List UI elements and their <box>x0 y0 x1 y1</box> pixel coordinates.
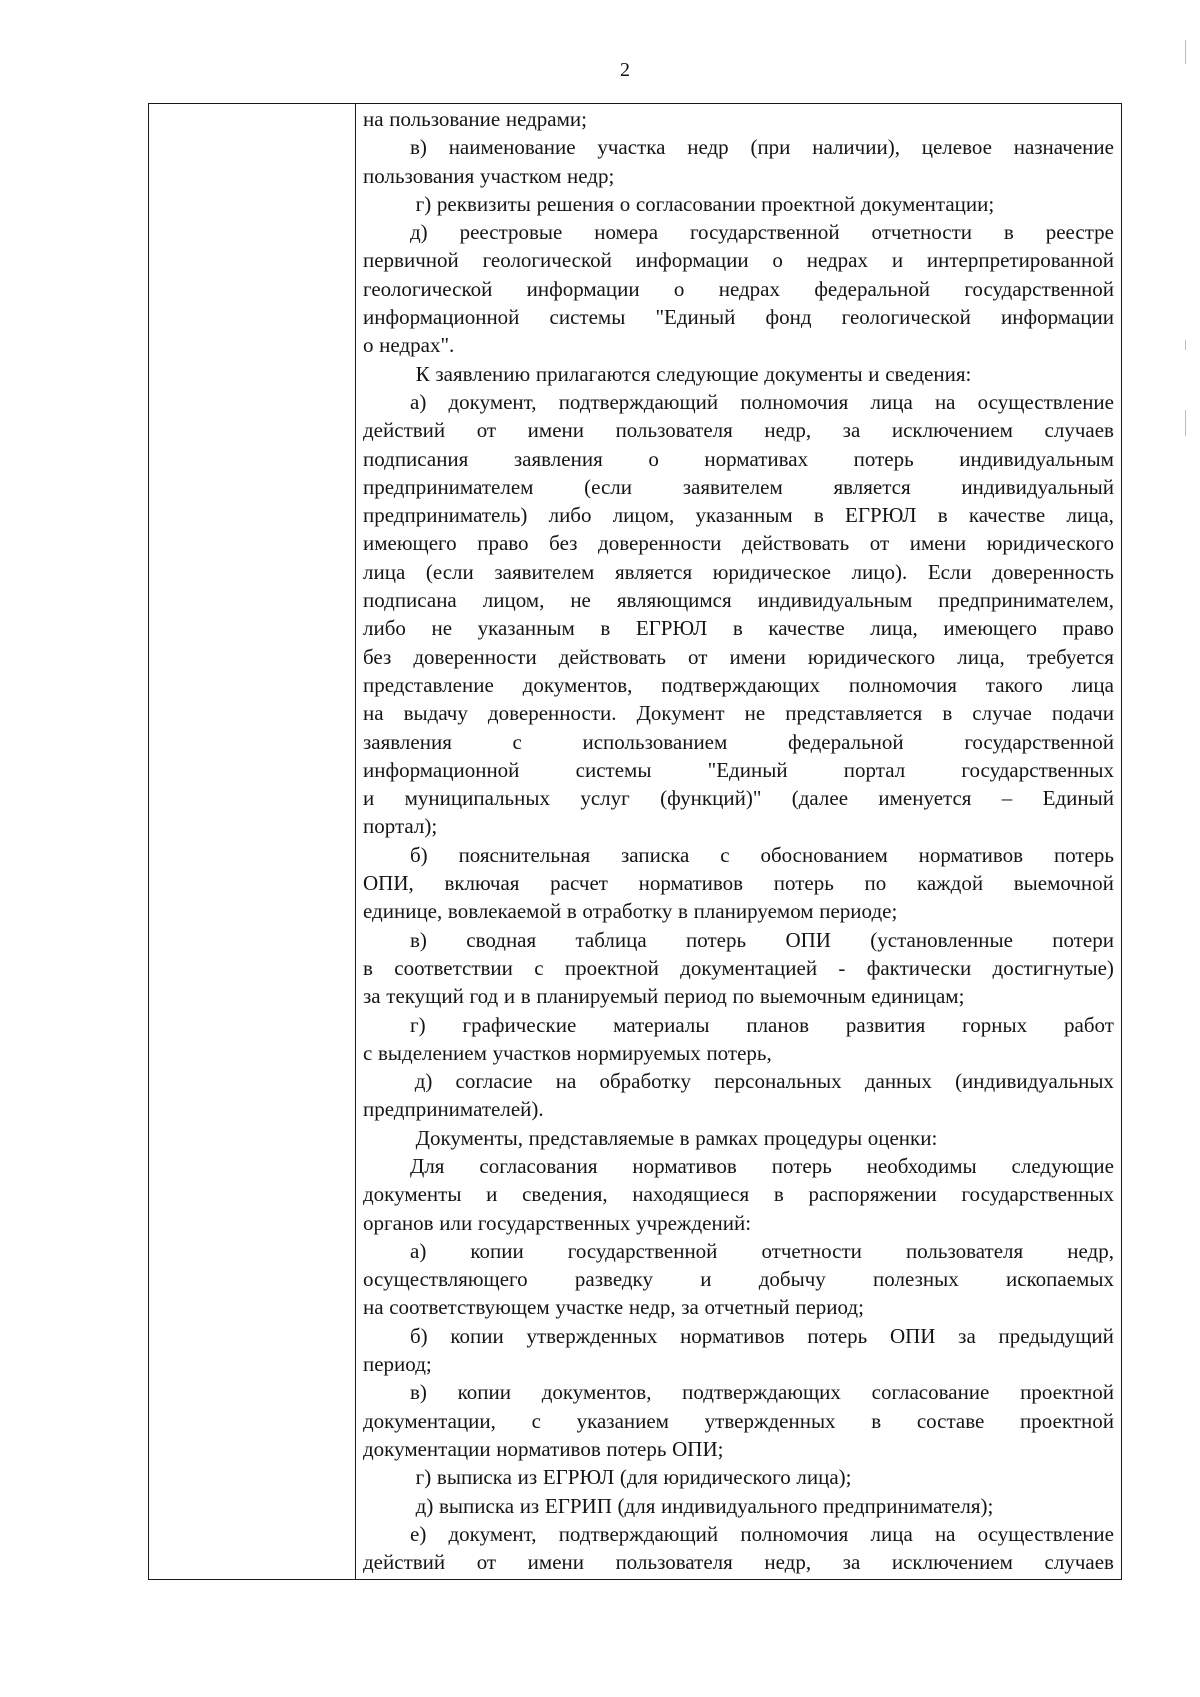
text-line: на пользование недрами; <box>363 107 587 131</box>
text-line: лица (если заявителем является юридическое лицо). Если доверенность <box>363 559 1114 584</box>
paragraph-indent <box>363 1463 410 1491</box>
text-line: б) копии утвержденных нормативов потерь ОПИ за предыдущий <box>363 1322 1114 1350</box>
text-line: действий от имени пользователя недр, за исключением случаев <box>363 1550 1114 1575</box>
paragraph-indent <box>363 926 410 954</box>
text-line: а) копии государственной отчетности пользователя недр, <box>363 1237 1114 1265</box>
text-line: б) пояснительная записка с обоснованием нормативов потерь <box>363 841 1114 869</box>
text-line: осуществляющего разведку и добычу полезных ископаемых <box>363 1267 1114 1292</box>
text-line: и муниципальных услуг (функций)" (далее именуется – Единый <box>363 786 1114 811</box>
paragraph-indent <box>363 1322 410 1350</box>
text-line: органов или государственных учреждений: <box>363 1210 752 1235</box>
text-line: на выдачу доверенности. Документ не представляется в случае подачи <box>363 701 1114 726</box>
page-number: 2 <box>620 59 630 81</box>
text-line: ОПИ, включая расчет нормативов потерь по каждой выемочной <box>363 871 1114 896</box>
text-line: представление документов, подтверждающих полномочия такого лица <box>363 672 1114 697</box>
text-line: портал); <box>363 814 438 839</box>
text-line: в) копии документов, подтверждающих согласование проектной <box>363 1378 1114 1406</box>
paragraph-indent <box>363 1378 410 1406</box>
text-line: г) реквизиты решения о согласовании проектной документации; <box>363 190 1114 218</box>
text-line: подписания заявления о нормативах потерь индивидуальным <box>363 446 1114 471</box>
text-line: пользования участком недр; <box>363 163 615 188</box>
text-line: в соответствии с проектной документацией - фактически достигнутые) <box>363 955 1114 980</box>
text-line: д) реестровые номера государственной отчетности в реестре <box>363 218 1114 246</box>
table-right-cell <box>363 105 1114 1576</box>
text-line: первичной геологической информации о недрах и интерпретированной <box>363 248 1114 273</box>
text-line: о недрах". <box>363 333 455 358</box>
text-line: период; <box>363 1352 432 1377</box>
paragraph-indent <box>363 1124 410 1152</box>
text-line: либо не указанным в ЕГРЮЛ в качестве лица, имеющего право <box>363 616 1114 641</box>
text-line: подписана лицом, не являющимся индивидуальным предпринимателем, <box>363 588 1114 613</box>
document-table <box>148 103 1122 1580</box>
text-line: предпринимателей). <box>363 1097 544 1122</box>
text-line: а) документ, подтверждающий полномочия лица на осуществление <box>363 388 1114 416</box>
paragraph-indent <box>363 841 410 869</box>
text-line: действий от имени пользователя недр, за исключением случаев <box>363 418 1114 443</box>
text-line: Документы, представляемые в рамках процедуры оценки: <box>363 1124 1114 1152</box>
text-line: документации нормативов потерь ОПИ; <box>363 1436 724 1461</box>
text-line: за текущий год и в планируемый период по выемочным единицам; <box>363 984 965 1009</box>
text-line: г) выписка из ЕГРЮЛ (для юридического лица); <box>363 1463 1114 1491</box>
paragraph-indent <box>363 360 410 388</box>
text-line: г) графические материалы планов развития горных работ <box>363 1011 1114 1039</box>
text-line: в) сводная таблица потерь ОПИ (установленные потери <box>363 926 1114 954</box>
text-line: геологической информации о недрах федеральной государственной <box>363 276 1114 301</box>
paragraph-indent <box>363 1237 410 1265</box>
text-line: на соответствующем участке недр, за отчетный период; <box>363 1295 864 1320</box>
paragraph-indent <box>363 1520 410 1548</box>
text-line: Для согласования нормативов потерь необходимы следующие <box>363 1152 1114 1180</box>
text-line: единице, вовлекаемой в отработку в планируемом периоде; <box>363 899 898 924</box>
text-line: документации, с указанием утвержденных в составе проектной <box>363 1408 1114 1433</box>
text-line: е) документ, подтверждающий полномочия лица на осуществление <box>363 1520 1114 1548</box>
paragraph-indent <box>363 190 410 218</box>
text-line: без доверенности действовать от имени юридического лица, требуется <box>363 644 1114 669</box>
text-line: информационной системы "Единый фонд геологической информации <box>363 305 1114 330</box>
paragraph-indent <box>363 1067 415 1095</box>
paragraph-indent <box>363 1011 410 1039</box>
text-line: д) выписка из ЕГРИП (для индивидуального предпринимателя); <box>363 1492 1114 1520</box>
text-line: в) наименование участка недр (при наличии), целевое назначение <box>363 133 1114 161</box>
text-line: д) согласие на обработку персональных данных (индивидуальных <box>363 1067 1114 1095</box>
text-line: предприниматель) либо лицом, указанным в ЕГРЮЛ в качестве лица, <box>363 503 1114 528</box>
paragraph-indent <box>363 1152 410 1180</box>
text-line: К заявлению прилагаются следующие документы и сведения: <box>363 360 1114 388</box>
text-line: заявления с использованием федеральной государственной <box>363 729 1114 754</box>
column-divider <box>355 104 356 1579</box>
scan-margin-marks <box>1182 40 1192 460</box>
paragraph-indent <box>363 218 410 246</box>
paragraph-indent <box>363 1492 410 1520</box>
text-line: имеющего право без доверенности действовать от имени юридического <box>363 531 1114 556</box>
text-line: предпринимателем (если заявителем является индивидуальный <box>363 474 1114 499</box>
paragraph-indent <box>363 133 410 161</box>
text-line: документы и сведения, находящиеся в распоряжении государственных <box>363 1182 1114 1207</box>
paragraph-indent <box>363 388 410 416</box>
text-line: с выделением участков нормируемых потерь, <box>363 1040 772 1065</box>
text-line: информационной системы "Единый портал государственных <box>363 757 1114 782</box>
